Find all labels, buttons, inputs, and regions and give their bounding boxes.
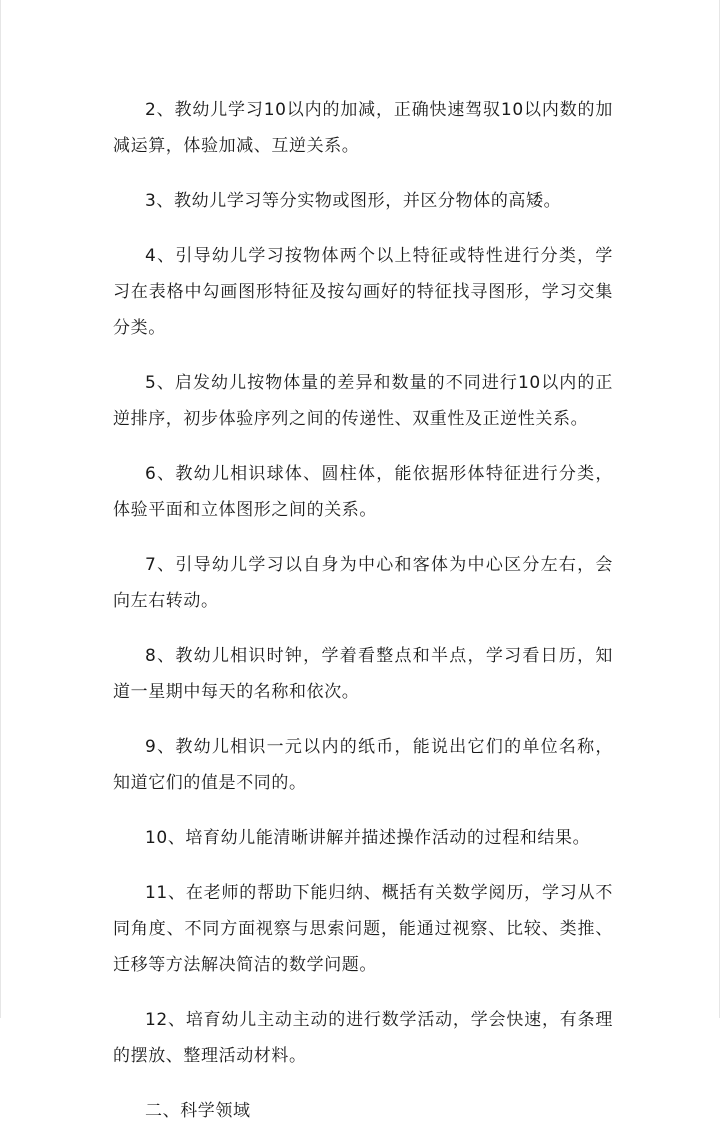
paragraph-item-2: 2、教幼儿学习10以内的加减，正确快速驾驭10以内数的加减运算，体验加减、互逆关系。 — [113, 100, 613, 156]
document-body — [113, 92, 613, 1129]
paragraph-item-7: 7、引导幼儿学习以自身为中心和客体为中心区分左右，会向左右转动。 — [113, 555, 613, 611]
paragraph-item-10: 10、培育幼儿能清晰讲解并描述操作活动的过程和结果。 — [145, 828, 591, 848]
paragraph-item-12: 12、培育幼儿主动主动的进行数学活动，学会快速，有条理的摆放、整理活动材料。 — [113, 1010, 613, 1066]
paragraph-item-8: 8、教幼儿相识时钟，学着看整点和半点，学习看日历，知道一星期中每天的名称和依次。 — [113, 646, 613, 702]
paragraph-item-9: 9、教幼儿相识一元以内的纸币，能说出它们的单位名称，知道它们的值是不同的。 — [113, 737, 613, 793]
paragraph-item-4: 4、引导幼儿学习按物体两个以上特征或特性进行分类，学习在表格中勾画图形特征及按勾画好的特征找寻图形，学习交集分类。 — [113, 246, 613, 338]
section-heading: 二、科学领域 — [145, 1101, 251, 1121]
paragraph-item-11: 11、在老师的帮助下能归纳、概括有关数学阅历，学习从不同角度、不同方面视察与思索问题，能通过视察、比较、类推、迁移等方法解决简洁的数学问题。 — [113, 883, 613, 975]
paragraph-item-5: 5、启发幼儿按物体量的差异和数量的不同进行10以内的正逆排序，初步体验序列之间的传递性、双重性及正逆性关系。 — [113, 373, 613, 429]
paragraph-item-3: 3、教幼儿学习等分实物或图形，并区分物体的高矮。 — [145, 191, 562, 211]
paragraph-item-6: 6、教幼儿相识球体、圆柱体，能依据形体特征进行分类，体验平面和立体图形之间的关系。 — [113, 464, 613, 520]
